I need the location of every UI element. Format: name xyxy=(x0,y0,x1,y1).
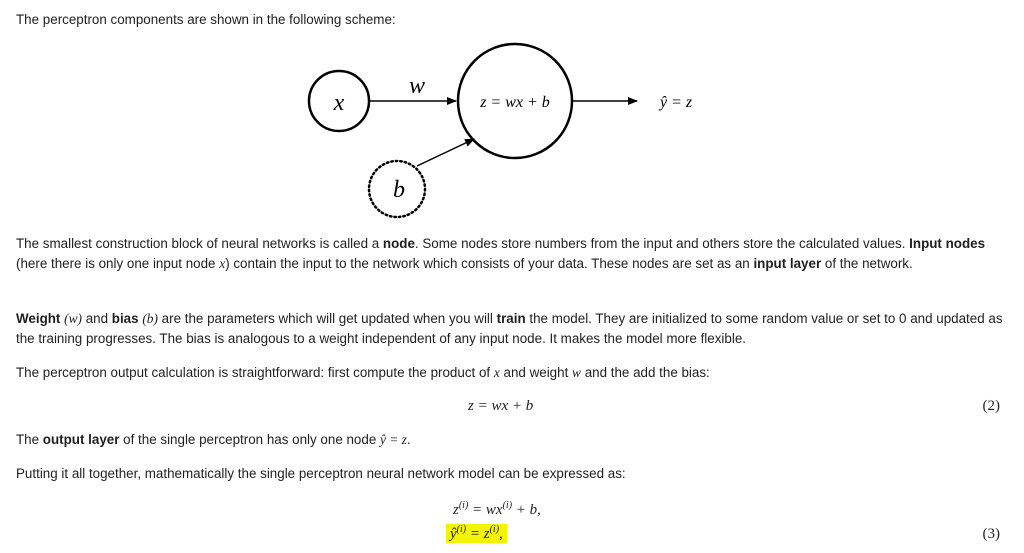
term-output-layer: output layer xyxy=(42,432,120,447)
equation-3 xyxy=(0,496,1024,548)
term-bias: bias xyxy=(111,311,139,326)
equation-3-number: (3) xyxy=(982,526,1000,542)
output-label: ŷ = z xyxy=(659,94,693,111)
term-node: node xyxy=(382,236,415,251)
paragraph-nodes: The smallest construction block of neural networks is called a node. Some nodes store numbers from the input and others store the calculated values. Input nodes (here there is only one input node x) contain the input to the network which consists of your data. These nodes are set as an input layer of the network. xyxy=(16,236,986,271)
term-input-nodes: Input nodes xyxy=(909,236,986,251)
equation-3-line-1: $z^{(i)} = wx^{(i)} + b$, xyxy=(453,500,541,518)
paragraph-output-layer: The output layer of the single perceptron has only one node ŷ = z. xyxy=(16,432,411,447)
sum-node-label: z = wx + b xyxy=(480,94,550,111)
equation-2-number: (2) xyxy=(982,398,1000,414)
perceptron-diagram xyxy=(0,0,1024,230)
equation-2-body: z = wx + b xyxy=(468,398,534,414)
input-node-label: x xyxy=(333,90,345,116)
term-weight: Weight xyxy=(16,311,61,326)
term-input-layer: input layer xyxy=(753,256,822,271)
weight-label: w xyxy=(408,73,426,99)
equation-2 xyxy=(0,398,1024,420)
bias-node-label: b xyxy=(393,177,405,203)
paragraph-summary: Putting it all together, mathematically the single perceptron neural network model can be expressed as: xyxy=(16,466,626,481)
paragraph-output-calc: The perceptron output calculation is straightforward: first compute the product of x and weight w and the add the bias: xyxy=(16,365,710,380)
equation-3-line-2: $ŷ^{(i)} = z^{(i)}$, xyxy=(446,524,507,543)
bias-edge xyxy=(417,139,474,166)
intro-text: The perceptron components are shown in the following scheme: xyxy=(16,12,396,27)
paragraph-weight-bias: Weight (w) and bias (b) are the parameters which will get updated when you will train the model. They are initialized to some random value or set to 0 and updated as the training progresses. The bias is analogous to a weight independent of any input node. It makes the model more flexible. xyxy=(16,311,1003,346)
term-train: train xyxy=(496,311,526,326)
